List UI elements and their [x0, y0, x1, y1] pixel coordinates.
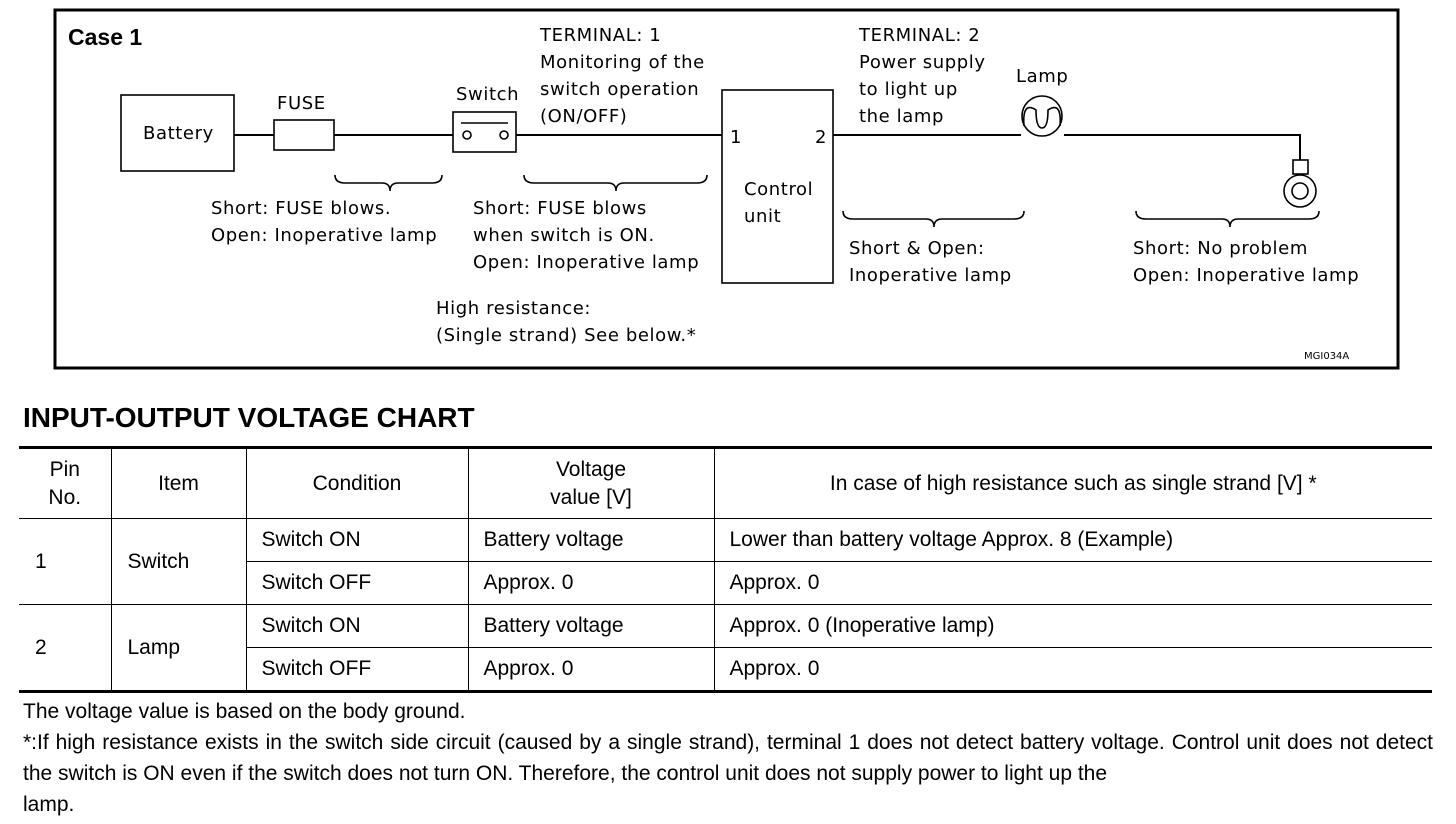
- voltage-cell: Battery voltage: [468, 605, 714, 648]
- brace-ground-segment: [1136, 211, 1319, 227]
- header-high-resistance: In case of high resistance such as single strand [V] *: [714, 448, 1432, 519]
- chart-title: INPUT-OUTPUT VOLTAGE CHART: [23, 402, 475, 433]
- footnote-text-end: lamp.: [23, 793, 75, 816]
- control-unit-label: Control unit: [744, 179, 814, 227]
- footnote-text: *:If high resistance exists in the switch side circuit (caused by a single strand), terminal 1 does not detect battery voltage. Control unit does not detect the switch is ON even if the switch does not turn ON. Therefore, the control unit does not supply power to light up the: [23, 731, 1433, 785]
- pin-1-label: 1: [730, 127, 743, 148]
- pin-cell: 1: [19, 519, 111, 605]
- ground-fault-note: Short: No problem Open: Inoperative lamp: [1133, 238, 1360, 286]
- case-label: Case 1: [68, 24, 143, 50]
- voltage-chart-table: [19, 446, 1432, 693]
- pin-2-label: 2: [815, 127, 828, 148]
- fuse-fault-note: Short: FUSE blows. Open: Inoperative lamp: [211, 198, 438, 246]
- item-cell: Switch: [111, 519, 246, 605]
- item-cell: Lamp: [111, 605, 246, 692]
- header-pin: Pin No.: [19, 448, 111, 519]
- ground-connector-icon: [1284, 160, 1316, 207]
- brace-lamp-segment: [843, 211, 1024, 227]
- condition-cell: Switch ON: [246, 519, 468, 562]
- table-header-row: [19, 448, 1432, 519]
- condition-cell: Switch OFF: [246, 562, 468, 605]
- high-resistance-cell: Approx. 0 (Inoperative lamp): [714, 605, 1432, 648]
- switch-fault-note: Short: FUSE blows when switch is ON. Open: Inoperative lamp: [473, 198, 700, 273]
- voltage-cell: Approx. 0: [468, 562, 714, 605]
- high-resistance-note: High resistance: (Single strand) See below.*: [436, 298, 697, 346]
- high-resistance-cell: Approx. 0: [714, 648, 1432, 692]
- brace-switch-segment: [524, 175, 707, 191]
- high-resistance-cell: Approx. 0: [714, 562, 1432, 605]
- table-row: [19, 519, 1432, 562]
- lamp-fault-note: Short & Open: Inoperative lamp: [849, 238, 1012, 286]
- battery-label: Battery: [143, 123, 214, 144]
- brace-fuse-segment: [335, 175, 442, 191]
- condition-cell: Switch OFF: [246, 648, 468, 692]
- ground-note: The voltage value is based on the body ground.: [23, 700, 466, 723]
- voltage-cell: Approx. 0: [468, 648, 714, 692]
- pin-cell: 2: [19, 605, 111, 692]
- high-resistance-cell: Lower than battery voltage Approx. 8 (Example): [714, 519, 1432, 562]
- diagram-frame: [55, 10, 1398, 368]
- switch-label: Switch: [456, 84, 520, 105]
- chart-notes: [23, 696, 1433, 820]
- header-condition: Condition: [246, 448, 468, 519]
- header-voltage: Voltage value [V]: [468, 448, 714, 519]
- table-row: [19, 605, 1432, 648]
- condition-cell: Switch ON: [246, 605, 468, 648]
- header-item: Item: [111, 448, 246, 519]
- lamp-label: Lamp: [1016, 66, 1069, 87]
- fuse-symbol: [274, 120, 334, 150]
- lamp-icon: [1022, 96, 1062, 136]
- fuse-label: FUSE: [277, 93, 326, 114]
- circuit-diagram: [0, 0, 1456, 390]
- figure-code: MGI034A: [1304, 351, 1350, 362]
- terminal-2-note: TERMINAL: 2 Power supply to light up the lamp: [859, 25, 986, 127]
- terminal-1-note: TERMINAL: 1 Monitoring of the switch operation (ON/OFF): [540, 25, 705, 127]
- circuit-wire: [234, 135, 1300, 160]
- voltage-cell: Battery voltage: [468, 519, 714, 562]
